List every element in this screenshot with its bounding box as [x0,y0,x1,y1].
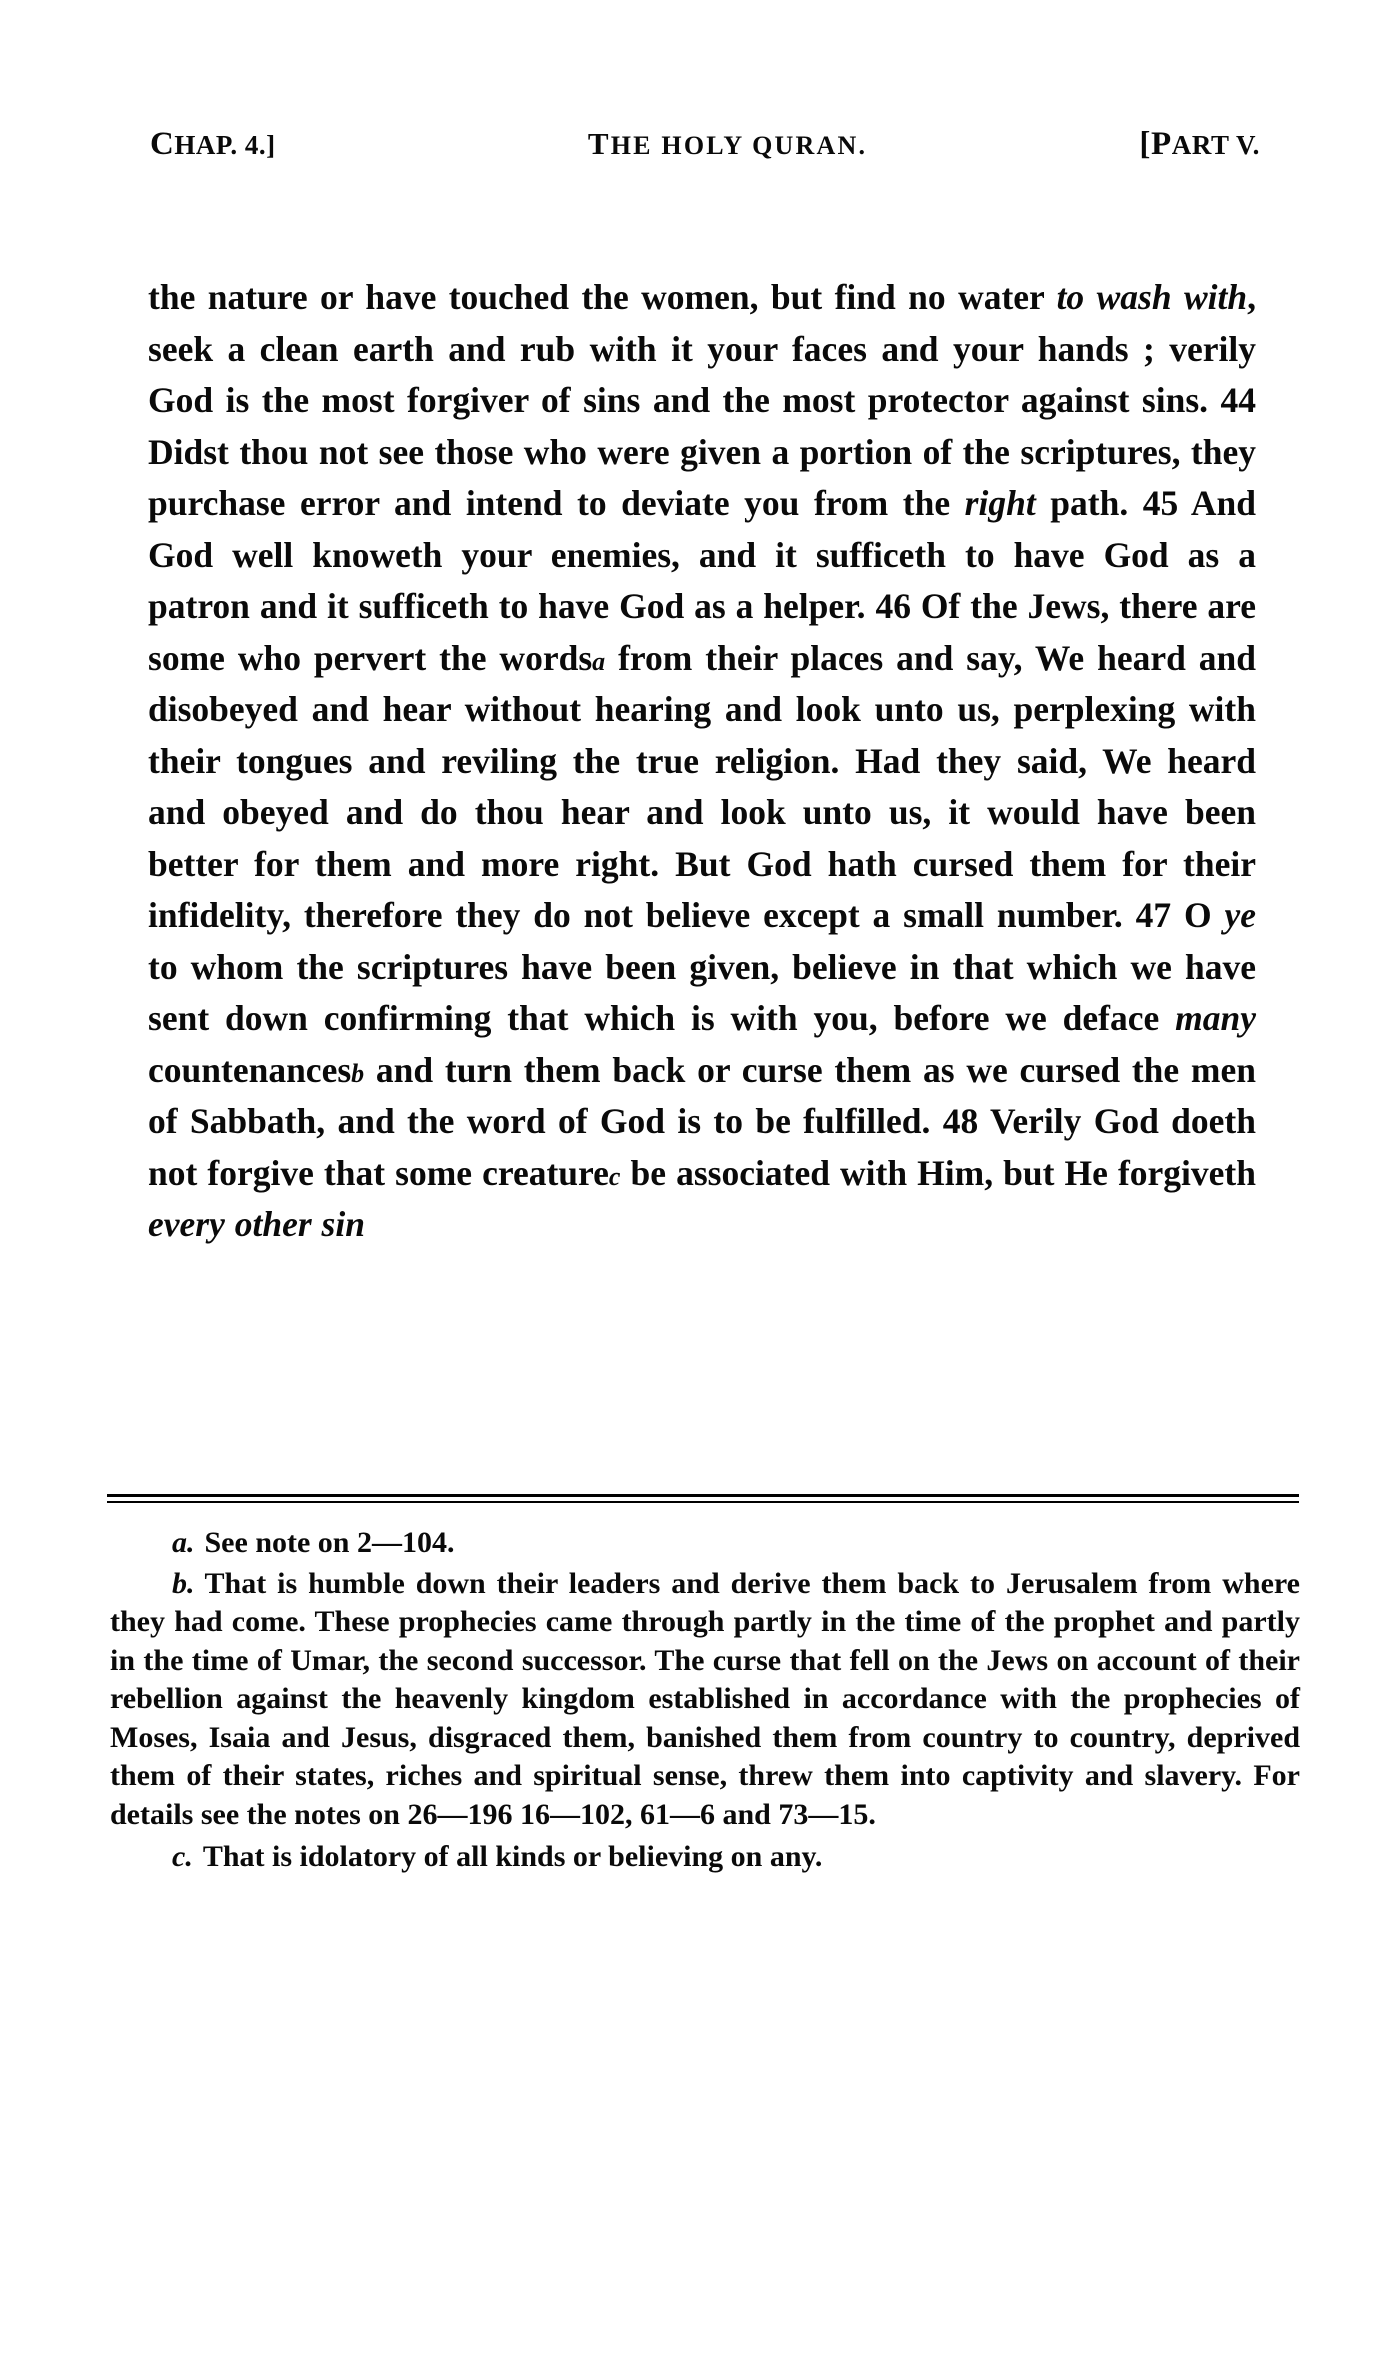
running-head [150,126,1260,163]
footnote-a-text: See note on 2—104. [204,1526,455,1559]
footnotes [110,1524,1300,1877]
body-text: the nature or have touched the women, but find no water to wash with, seek a clean earth and rub with it your faces and your hands ; verily God is the most forgiver of sins and the most protector against sins. 44 Didst thou not see those who were given a portion of the scriptures, they purchase error and intend to deviate you from the right path. 45 And God well knoweth your enemies, and it sufficeth to have God as a patron and it sufficeth to have God as a helper. 46 Of the Jews, there are some who pervert the wordsa from their places and say, We heard and disobeyed and hear without hearing and look unto us, perplexing with their tongues and reviling the true religion. Had they said, We heard and obeyed and do thou hear and look unto us, it would have been better for them and more right. But God hath cursed them for their infidelity, therefore they do not believe except a small number. 47 O ye to whom the scriptures have been given, believe in that which we have sent down confirming that which is with you, before we deface many countenancesb and turn them back or curse them as we cursed the men of Sabbath, and the word of God is to be fulfilled. 48 Verily God doeth not forgive that some creaturec be associated with Him, but He forgiveth every other sin [148,277,1256,1244]
running-head-title-text: HE HOLY QURAN. [610,131,868,160]
running-head-chapter-initial: C [150,126,175,162]
footnote-c [110,1838,1300,1877]
footnote-divider-line-bottom [107,1501,1299,1503]
running-head-part-text: ART V. [1171,130,1260,160]
running-head-title-initial: T [587,126,611,161]
running-head-part-initial: [P [1139,126,1172,162]
footnote-a [110,1524,1300,1563]
footnote-divider-line-top [107,1494,1299,1497]
footnote-b-mark: b. [172,1566,195,1600]
footnote-b-text: That is humble down their leaders and derive them back to Jerusalem from where they had come. These prophecies came through partly in the time of the prophet and partly in the time of Umar, the second successor. The curse that fell on the Jews on account of their rebellion against the heavenly kingdom established in accordance with the prophecies of Moses, Isaia and Jesus, disgraced them, banished them from country to country, deprived them of their states, riches and spiritual sense, threw them into captivity and slavery. For details see the notes on 26—196 16—102, 61—6 and 73—15. [110,1566,1300,1831]
running-head-chapter [150,126,276,163]
footnote-c-text: That is idolatory of all kinds or believing on any. [202,1840,823,1873]
running-head-chapter-text: HAP. 4.] [174,130,276,160]
footnote-c-mark: c. [172,1840,193,1873]
footnote-divider [107,1494,1299,1503]
running-head-title [588,126,867,162]
footnote-a-mark: a. [172,1526,195,1559]
running-head-part [1139,126,1260,163]
footnote-b [110,1565,1300,1835]
